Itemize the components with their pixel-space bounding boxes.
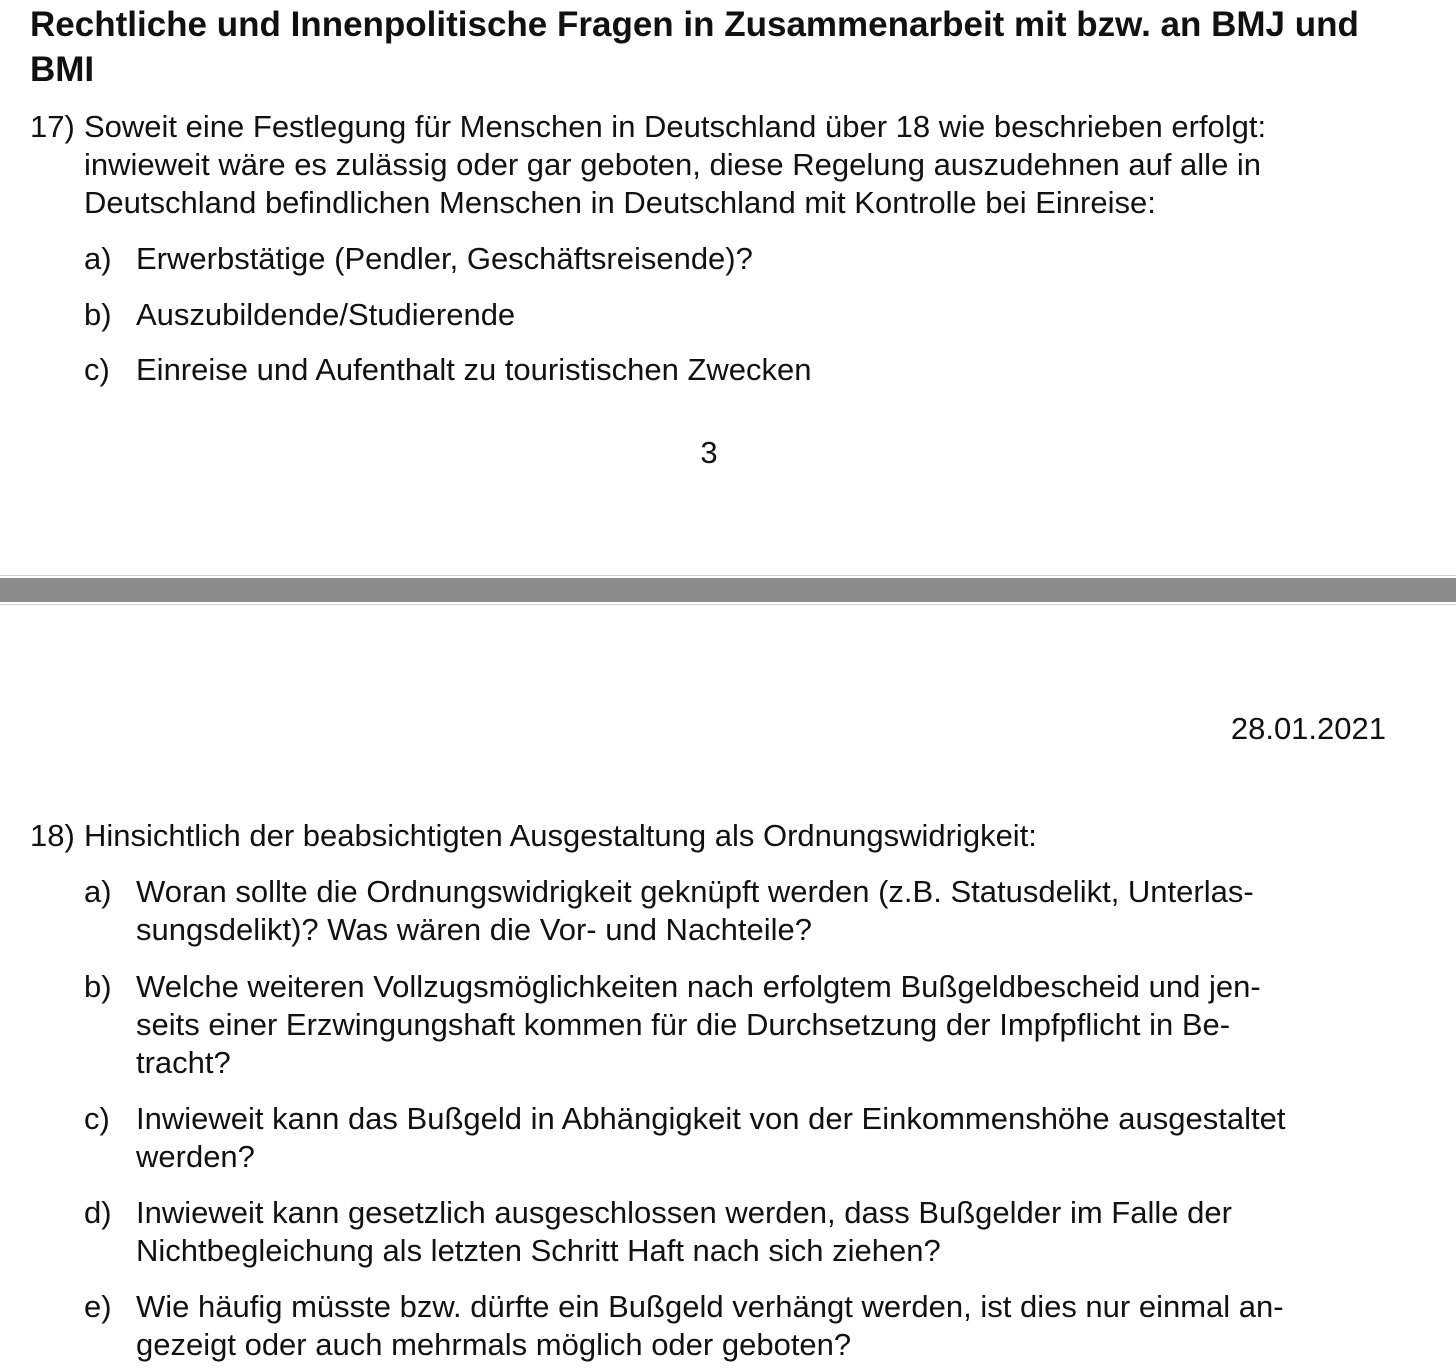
page-separator (0, 574, 1456, 606)
question-17-line: inwieweit wäre es zulässig oder gar geboten, diese Regelung auszudehnen auf alle in (84, 147, 1262, 182)
item-line: tracht? (136, 1045, 231, 1080)
item-line: Einreise und Aufenthalt zu touristischen Zwecken (136, 352, 812, 387)
page-number: 3 (700, 435, 718, 470)
item-label: a) (84, 874, 112, 909)
item-line: Auszubildende/Studierende (136, 297, 516, 332)
item-label: a) (84, 241, 112, 276)
question-17-line: Soweit eine Festlegung für Menschen in Deutschland über 18 wie beschrieben erfolgt: (84, 109, 1267, 144)
document-page-bottom (0, 606, 1456, 1370)
item-label: b) (84, 297, 112, 332)
question-18-number: 18) (30, 818, 75, 853)
item-label: b) (84, 969, 112, 1004)
item-line: Inwieweit kann gesetzlich ausgeschlossen werden, dass Bußgelder im Falle der (136, 1195, 1232, 1230)
item-line: werden? (136, 1139, 255, 1174)
item-line: Wie häufig müsste bzw. dürfte ein Bußgeld verhängt werden, ist dies nur einmal an- (136, 1289, 1284, 1324)
document-date: 28.01.2021 (1230, 711, 1386, 746)
item-line: Nichtbegleichung als letzten Schritt Haft nach sich ziehen? (136, 1233, 941, 1268)
question-17-text (84, 108, 1404, 222)
item-line: seits einer Erzwingungshaft kommen für die Durchsetzung der Impfpflicht in Be- (136, 1007, 1231, 1042)
item-line: Woran sollte die Ordnungswidrigkeit geknüpft werden (z.B. Statusdelikt, Unterlas- (136, 874, 1254, 909)
item-line: Erwerbstätige (Pendler, Geschäftsreisende)? (136, 241, 753, 276)
item-label: c) (84, 352, 110, 387)
item-text (136, 873, 1376, 949)
question-17-line: Deutschland befindlichen Menschen in Deutschland mit Kontrolle bei Einreise: (84, 185, 1156, 220)
item-line: Inwieweit kann das Bußgeld in Abhängigkeit von der Einkommenshöhe ausgestaltet (136, 1101, 1286, 1136)
document-page-top (0, 0, 1456, 574)
item-text (136, 1100, 1376, 1176)
item-label: e) (84, 1289, 112, 1324)
item-text (136, 1288, 1376, 1364)
item-text (136, 968, 1376, 1082)
item-line: sungsdelikt)? Was wären die Vor- und Nachteile? (136, 912, 813, 947)
item-text (136, 351, 1376, 389)
item-text (136, 1194, 1376, 1270)
section-heading: Rechtliche und Innenpolitische Fragen in Zusammenarbeit mit bzw. an BMJ und BMI (30, 5, 1359, 89)
item-line: Welche weiteren Vollzugsmöglichkeiten nach erfolgtem Bußgeldbescheid und jen- (136, 969, 1261, 1004)
item-text (136, 296, 1376, 334)
item-label: c) (84, 1101, 110, 1136)
item-line: gezeigt oder auch mehrmals möglich oder geboten? (136, 1327, 852, 1362)
question-17-number: 17) (30, 109, 75, 144)
item-label: d) (84, 1195, 112, 1230)
item-text (136, 240, 1376, 278)
question-18-text: Hinsichtlich der beabsichtigten Ausgestaltung als Ordnungswidrigkeit: (84, 818, 1037, 853)
